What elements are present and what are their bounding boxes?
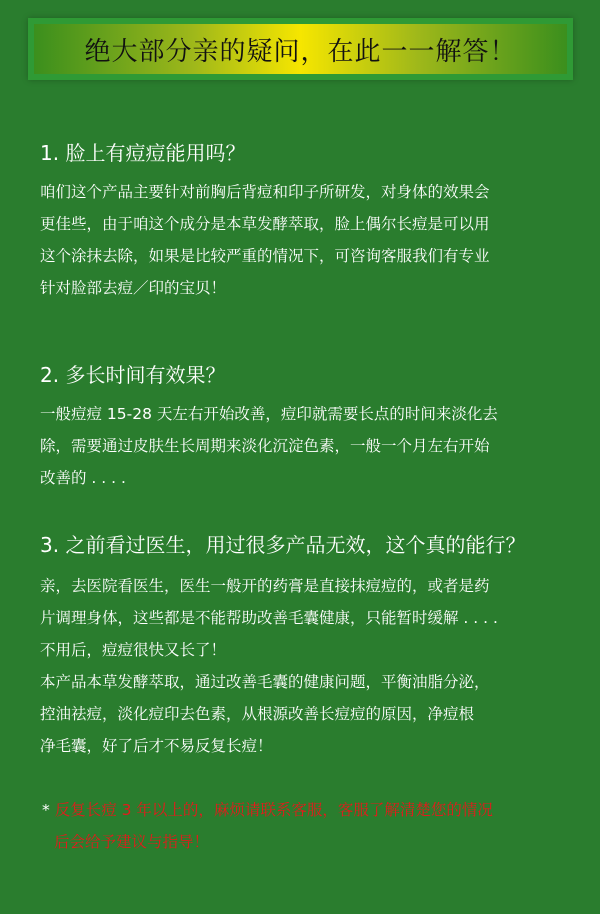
faq-item-1 [40,140,568,304]
answer-line: 更佳些，由于咱这个成分是本草发酵萃取，脸上偶尔长痘是可以用 [40,215,490,233]
answer-line: 针对脸部去痘／印的宝贝！ [40,279,227,297]
answer-line: 除，需要通过皮肤生长周期来淡化沉淀色素，一般一个月左右开始 [40,437,490,455]
note-text-1: 反复长痘 3 年以上的，麻烦请联系客服，客服了解清楚您的情况 [54,801,493,819]
faq-question-2: 2. 多长时间有效果？ [40,363,226,387]
faq-answer-1 [40,176,568,304]
answer-line: 咱们这个产品主要针对前胸后背痘和印子所研发，对身体的效果会 [40,183,490,201]
banner-gradient [34,24,567,74]
answer-line: 改善的 . . . . [40,469,126,487]
faq-question-1: 1. 脸上有痘痘能用吗？ [40,141,246,165]
answer-line: 这个涂抹去除，如果是比较严重的情况下，可咨询客服我们有专业 [40,247,490,265]
banner-title: 绝大部分亲的疑问，在此一一解答！ [84,36,517,67]
answer-line: 净毛囊，好了后才不易反复长痘！ [40,737,273,755]
faq-question-3: 3. 之前看过医生，用过很多产品无效，这个真的能行？ [40,533,526,557]
answer-line: 亲，去医院看医生，医生一般开的药膏是直接抹痘痘的，或者是药 [40,577,490,595]
faq-item-3 [40,532,568,762]
note-text-2: 后会给予建议与指导！ [54,833,210,851]
answer-line: 片调理身体，这些都是不能帮助改善毛囊健康，只能暂时缓解 . . . . [40,609,498,627]
header-banner [28,18,573,80]
asterisk-marker: * [42,801,50,819]
contact-note [42,794,572,858]
answer-line: 不用后，痘痘很快又长了！ [40,641,227,659]
faq-answer-2 [40,398,568,494]
note-line-1 [42,794,572,826]
answer-line: 一般痘痘 15-28 天左右开始改善，痘印就需要长点的时间来淡化去 [40,405,498,423]
faq-item-2 [40,362,568,494]
answer-line: 本产品本草发酵萃取，通过改善毛囊的健康问题，平衡油脂分泌， [40,673,490,691]
faq-answer-3 [40,570,568,762]
answer-line: 控油祛痘，淡化痘印去色素，从根源改善长痘痘的原因，净痘根 [40,705,475,723]
